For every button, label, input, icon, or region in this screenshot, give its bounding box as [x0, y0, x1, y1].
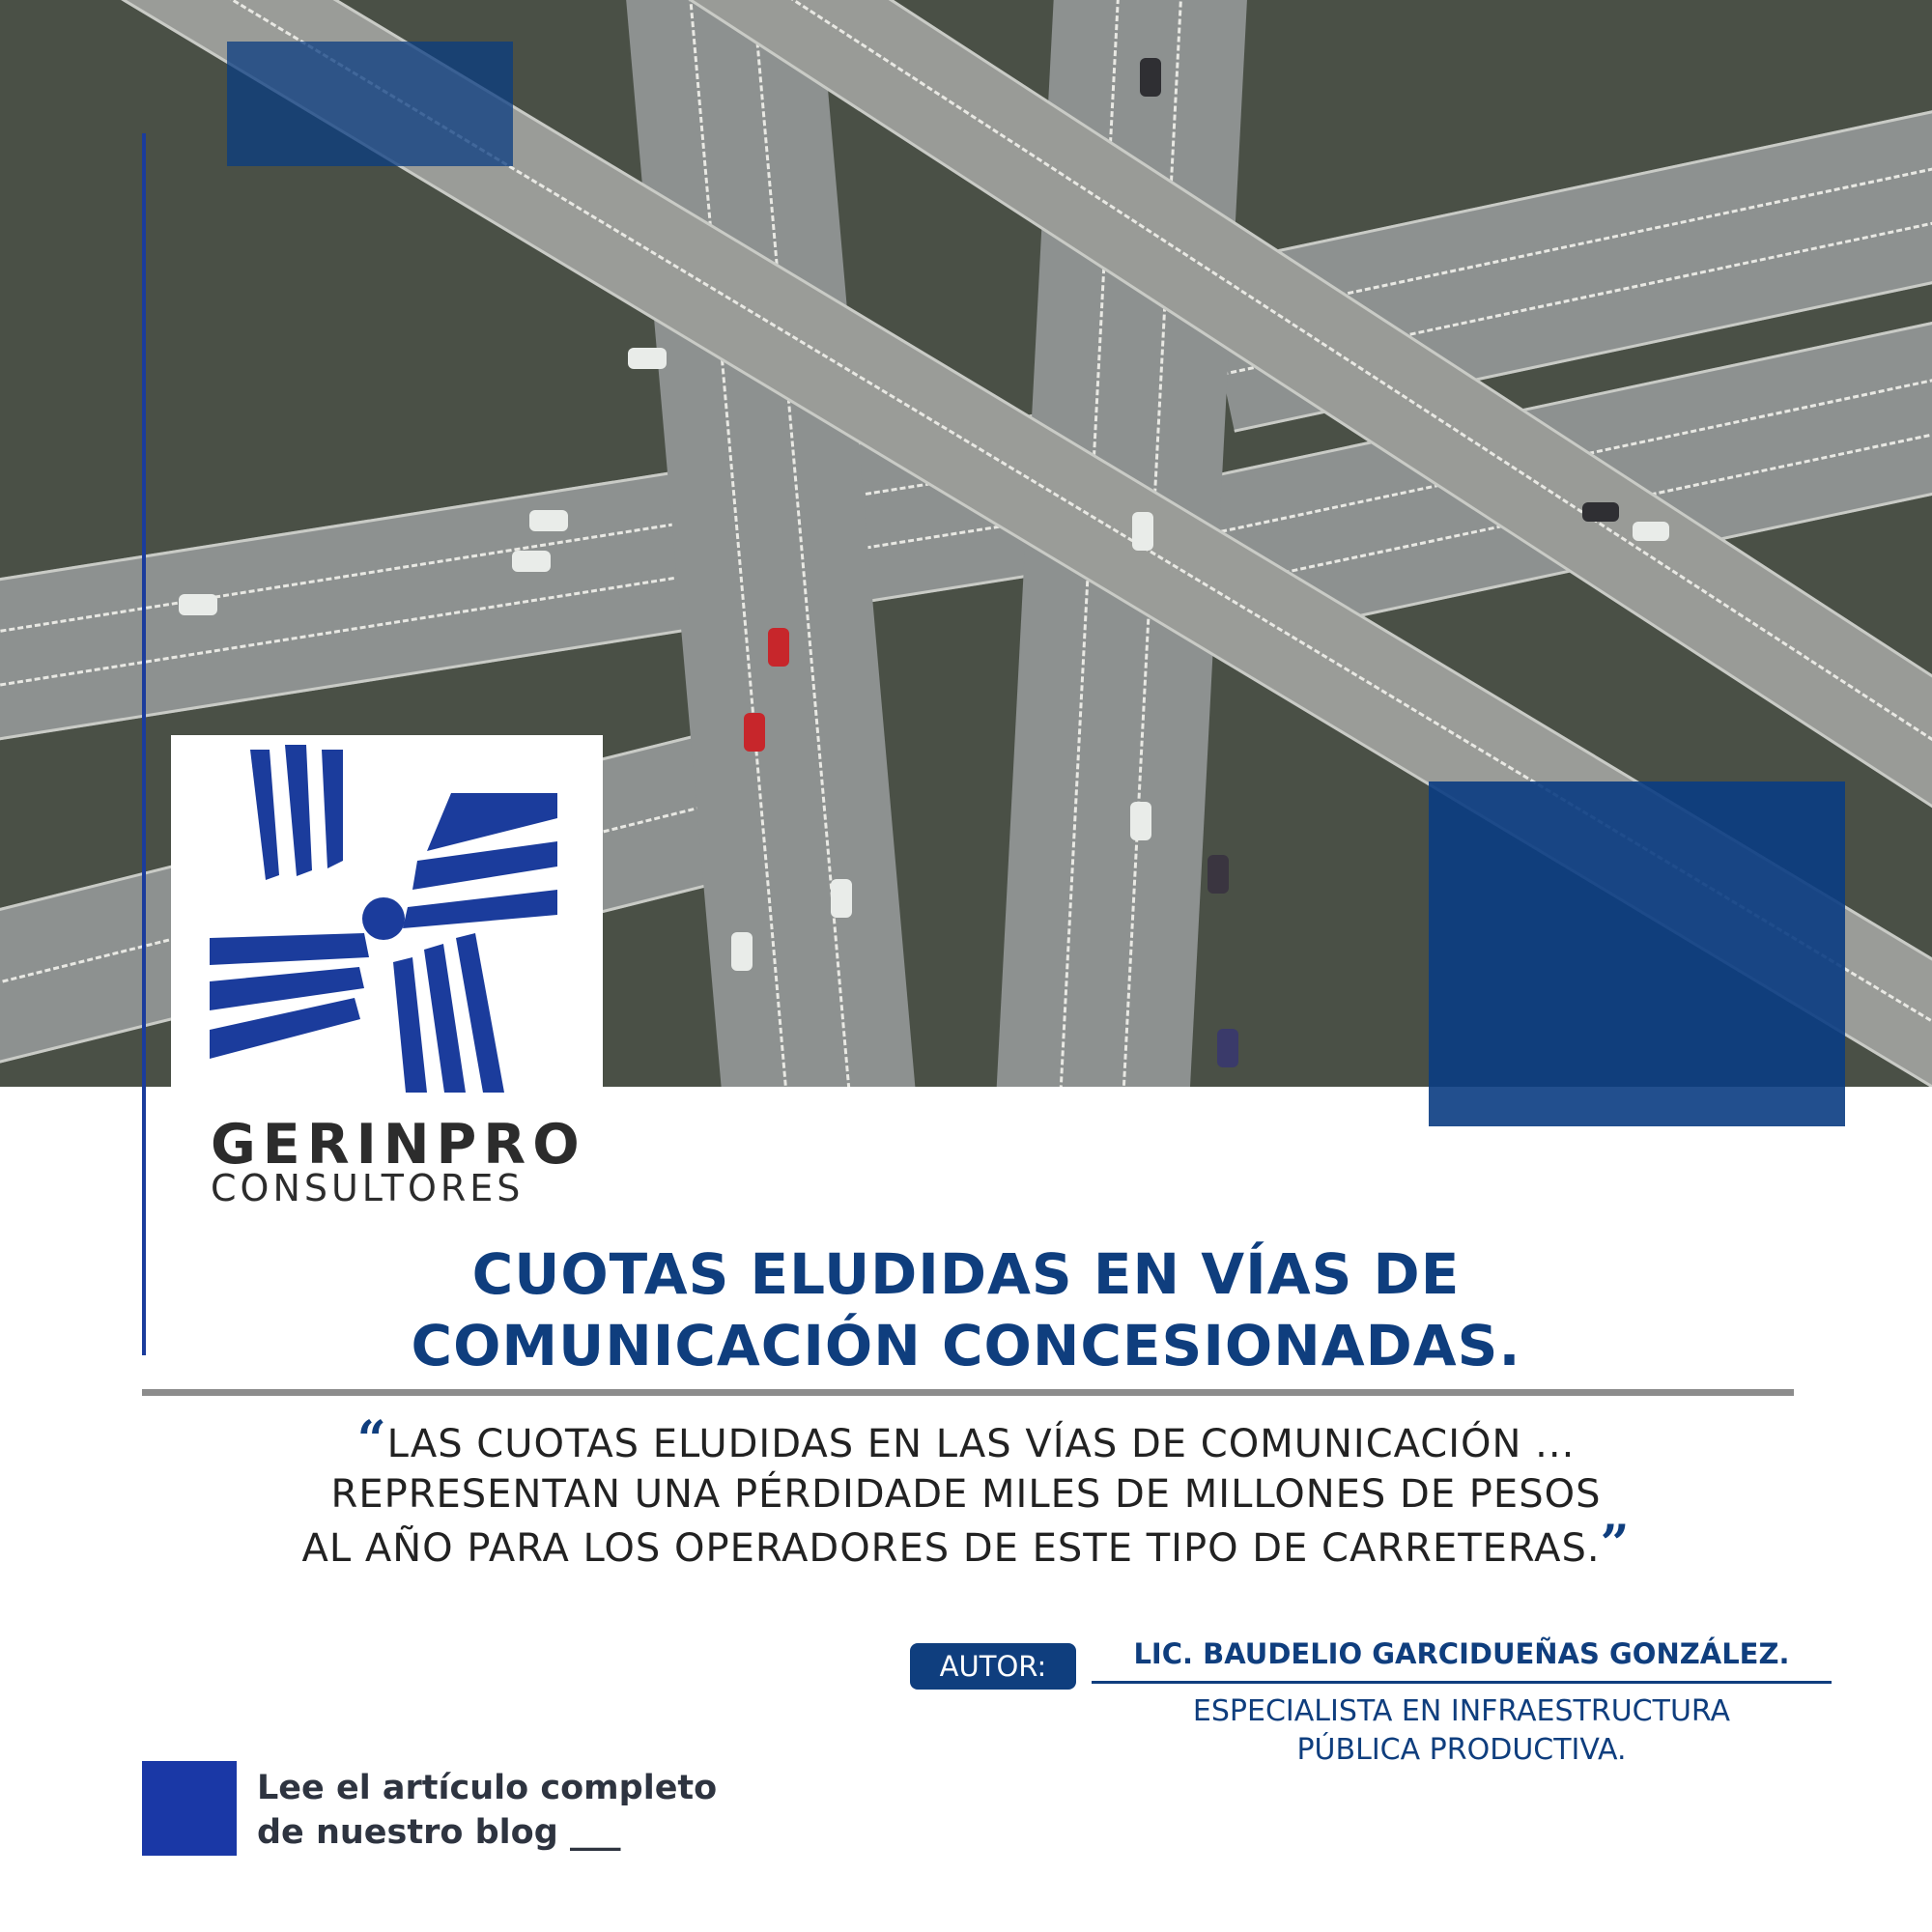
car [529, 510, 568, 531]
headline-line-1: CUOTAS ELUDIDAS EN VÍAS DE [471, 1241, 1461, 1307]
quote-line-1 [155, 1410, 1777, 1469]
car [179, 594, 217, 615]
headline [290, 1238, 1642, 1381]
author-label-badge: AUTOR: [910, 1643, 1076, 1690]
car [744, 713, 765, 752]
car [1208, 855, 1229, 894]
blog-cta-line-1: Lee el artículo completo [257, 1769, 718, 1807]
swirl-logo-icon [171, 735, 603, 1102]
car [1140, 58, 1161, 97]
quote-text-1: LAS CUOTAS ELUDIDAS EN LAS VÍAS DE COMUNICACIÓN ... [386, 1422, 1576, 1466]
brand-name: GERINPRO [211, 1113, 586, 1177]
car [628, 348, 667, 369]
quote-line-2: REPRESENTAN UNA PÉRDIDADE MILES DE MILLONES DE PESOS [330, 1472, 1602, 1517]
quote-line-3 [155, 1515, 1777, 1574]
blog-cta[interactable] [257, 1766, 798, 1855]
author-role [1092, 1692, 1832, 1770]
car [1633, 522, 1669, 541]
top-blue-overlay [227, 42, 513, 166]
cta-square-icon [142, 1761, 237, 1856]
blog-cta-line-2: de nuestro blog ___ [257, 1813, 621, 1852]
author-role-line-2: PÚBLICA PRODUCTIVA. [1296, 1733, 1627, 1767]
bottom-right-blue-overlay [1429, 781, 1845, 1126]
author-name: LIC. BAUDELIO GARCIDUEÑAS GONZÁLEZ. [1133, 1637, 1790, 1670]
car [1582, 502, 1619, 522]
car [768, 628, 789, 667]
quote-block [155, 1410, 1777, 1574]
quote-text-3: AL AÑO PARA LOS OPERADORES DE ESTE TIPO DE CARRETERAS. [301, 1526, 1601, 1571]
car [1130, 802, 1151, 840]
brand-subtitle: CONSULTORES [211, 1167, 525, 1209]
car [512, 551, 551, 572]
author-underline [1092, 1681, 1832, 1684]
divider-rule [142, 1389, 1794, 1396]
car [1132, 512, 1153, 551]
car [831, 879, 852, 918]
accent-vertical-line [142, 133, 146, 1355]
car [1217, 1029, 1238, 1067]
headline-line-2: COMUNICACIÓN CONCESIONADAS. [411, 1313, 1521, 1378]
close-quote-mark: ” [1600, 1515, 1631, 1574]
car [731, 932, 753, 971]
open-quote-mark: “ [356, 1410, 387, 1469]
author-role-line-1: ESPECIALISTA EN INFRAESTRUCTURA [1192, 1694, 1731, 1728]
